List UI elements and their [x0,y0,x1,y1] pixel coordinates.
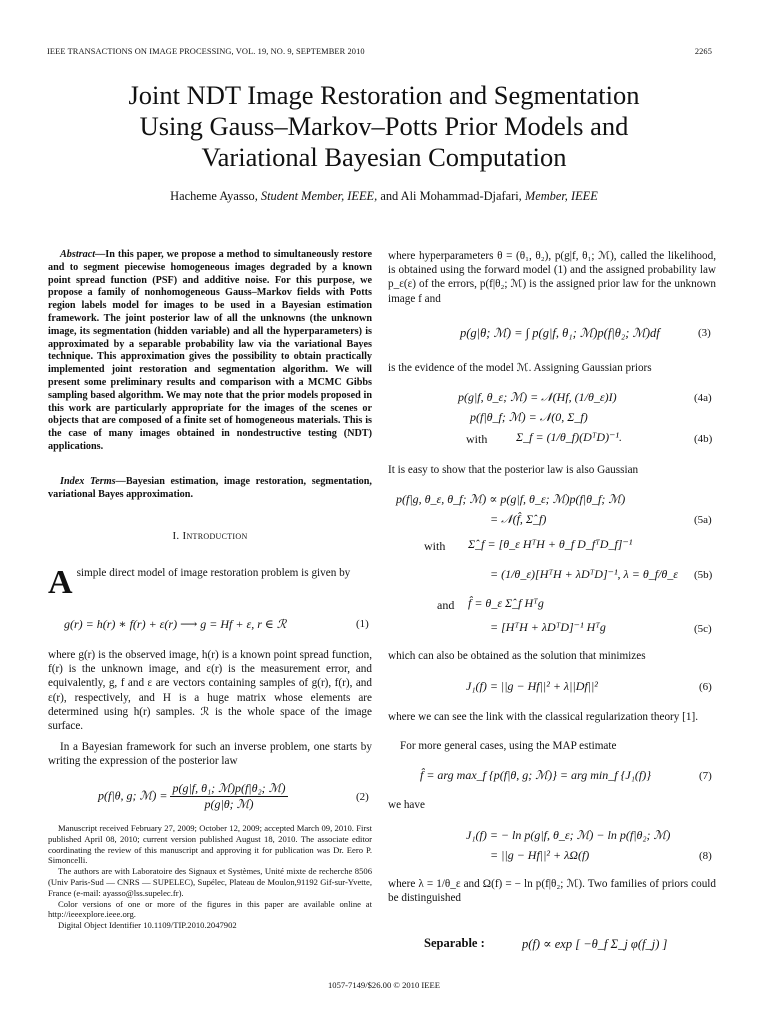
right-paragraph-7: we have [388,799,425,811]
abstract-text: In this paper, we propose a method to simultaneously restore and to segment piecewise homogeneous images degraded by a known point spread function (PSF) and additive noise. For this purpose, we propose a family of nonhomogeneous Gauss–Markov fields with Potts region labels model for images to be used in a Bayesian estimation framework. The joint posterior law of all the unknowns (the unknown image, its segmentation (hidden variable) and all the hyperparameters) is approximated by a separable probability law via the variational Bayes technique. This approximation gives the possibility to obtain practically implemented joint restoration and segmentation algorithm. We will present some preliminary results and comparison with a MCMC Gibbs sampling based algorithm. We may note that the prior models proposed in this work are particularly appropriate for the images of the scenes or objects that are composed of a finite set of homogeneous materials. This is the case of many images obtained in nondestructive testing (NDT) applications. [48,249,372,452]
equation-5c-line-2: = [HᵀH + λDᵀD]⁻¹ Hᵀg [490,620,606,634]
equation-4b-with: with [466,432,488,446]
equation-2-number: (2) [356,791,369,803]
equation-4a: p(g|f, θ_ε; ℳ) = 𝒩(Hf, (1/θ_ε)I) [458,390,617,404]
intro-first-text: simple direct model of image restoration problem is given by [76,567,351,579]
right-paragraph-6: For more general cases, using the MAP estimate [400,740,617,752]
equation-1: g(r) = h(r) ∗ f(r) + ε(r) ⟶ g = Hf + ε, r ∈ ℛ [64,617,287,631]
title-line-1: Joint NDT Image Restoration and Segmentation [128,80,640,110]
right-paragraph-8: where λ = 1/θ_ε and Ω(f) = − ln p(f|θ₂; ℳ). Two families of priors could be distinguished [388,878,716,905]
equation-4b-line-1: p(f|θ_f; ℳ) = 𝒩(0, Σ_f) [470,410,588,424]
equation-2-numerator: p(g|f, θ₁; ℳ)p(f|θ₂; ℳ) [172,781,286,795]
footnote-color: Color versions of one or more of the figures in this paper are available online at http://ieeexplore.ieee.org. [48,898,372,920]
author-2: Ali Mohammad-Djafari, [400,189,522,203]
author-line [40,189,728,204]
footnote [48,823,372,931]
equation-5a-line-1: p(f|g, θ_ε, θ_f; ℳ) ∝ p(g|f, θ_ε; ℳ)p(f|θ_f; ℳ) [396,492,626,506]
equation-5b-with: with [424,539,446,553]
right-paragraph-2: is the evidence of the model ℳ. Assigning Gaussian priors [388,362,652,374]
drop-cap: A [48,564,73,601]
section-number: I. [172,530,180,542]
title-line-2: Using Gauss–Markov–Potts Prior Models and [139,111,629,141]
section-heading [48,530,372,542]
equation-5b-line-1: Σ̂_f = [θ_ε HᵀH + θ_f D_fᵀD_f]⁻¹ [468,537,633,551]
right-paragraph-4: which can also be obtained as the solution that minimizes [388,650,646,662]
equation-5c-and: and [437,598,455,612]
equation-5b-line-2: = (1/θ_ε)[HᵀH + λDᵀD]⁻¹, λ = θ_f/θ_ε [490,567,679,581]
page-number: 2265 [694,47,712,56]
index-terms-lead: Index Terms— [60,476,126,487]
author-2-role: Member, IEEE [524,189,598,203]
equation-4b-number: (4b) [694,433,713,445]
equation-5a-line-2: = 𝒩(f̂, Σ̂_f) [490,512,547,526]
equation-2-fraction [170,781,287,812]
author-and: and [380,189,399,203]
separable-label: Separable : [424,936,485,950]
index-terms-text: Bayesian estimation, image restoration, segmentation, variational Bayes approximation. [48,476,372,500]
footnote-doi: Digital Object Identifier 10.1109/TIP.2010.2047902 [58,920,237,931]
author-1-role: Student Member, IEEE, [260,189,378,203]
right-paragraph-3: It is easy to show that the posterior law is also Gaussian [388,464,639,476]
equation-8-line-2: = ||g − Hf||² + λΩ(f) [490,848,590,862]
equation-3: p(g|θ; ℳ) = ∫ p(g|f, θ₁; ℳ)p(f|θ₂; ℳ)df [460,326,660,340]
equation-4b-line-2: Σ_f = (1/θ_f)(DᵀD)⁻¹. [516,430,623,444]
title-line-3: Variational Bayesian Computation [201,142,567,172]
equation-2 [98,781,288,812]
footnote-affiliation: The authors are with Laboratoire des Signaux et Systèmes, Unité mixte de recherche 8506 (Univ Paris-Sud — CNRS — SUPELEC), Supélec, Plateau de Moulon,91192 Gif-sur-Yvette, France (e-mail: ayasso@lss.supelec.fr). [48,866,372,898]
equation-8-number: (8) [699,850,712,862]
abstract-lead: Abstract— [60,249,106,260]
footnote-manuscript: Manuscript received February 27, 2009; October 12, 2009; accepted March 09, 2010. First published April 08, 2010; current version published August 18, 2010. The associate editor coordinating the review of this manuscript and approving it for publication was Dr. Eero P. Simoncelli. [48,823,372,866]
separable-equation: p(f) ∝ exp [ −θ_f Σ_j φ(f_j) ] [522,937,668,951]
equation-2-lhs: p(f|θ, g; ℳ) = [98,788,168,803]
abstract [48,249,372,454]
paper-title [40,80,728,173]
right-paragraph-5: where we can see the link with the classical regularization theory [1]. [388,711,699,723]
running-header: IEEE TRANSACTIONS ON IMAGE PROCESSING, VOL. 19, NO. 9, SEPTEMBER 2010 [47,47,365,56]
equation-7-number: (7) [699,770,712,782]
section-title: Introduction [182,530,248,542]
equation-3-number: (3) [698,327,711,339]
page-footer: 1057-7149/$26.00 © 2010 IEEE [327,980,441,990]
equation-4a-number: (4a) [694,392,712,404]
author-1: Hacheme Ayasso, [170,189,258,203]
right-paragraph-1: where hyperparameters θ = (θ₁, θ₂), p(g|f, θ₁; ℳ), called the likelihood, is obtained using the forward model (1) and the assigned probability law p_ε(ε) of the errors, p(f|θ₂; ℳ) is the assigned prior law for the unknown image f and [388,250,716,305]
equation-6: J₁(f) = ||g − Hf||² + λ||Df||² [466,679,598,693]
intro-paragraph-3: In a Bayesian framework for such an inverse problem, one starts by writing the expression of the posterior law [48,741,372,768]
equation-5c-number: (5c) [694,623,712,635]
index-terms [48,476,372,502]
equation-2-denominator: p(g|θ; ℳ) [204,797,254,811]
equation-5c-line-1: f̂ = θ_ε Σ̂_f Hᵀg [468,596,544,610]
equation-1-number: (1) [356,618,369,630]
intro-first-paragraph [48,564,372,601]
equation-8-line-1: J₁(f) = − ln p(g|f, θ_ε; ℳ) − ln p(f|θ₂; ℳ) [466,828,671,842]
equation-5b-number: (5b) [694,569,713,581]
intro-paragraph-2: where g(r) is the observed image, h(r) is a known point spread function, f(r) is the unknown image, and ε(r) is the measurement error, and equivalently, g, f and ε are vectors containing samples of g(r), f(r), and ε(r), respectively, and H is a huge matrix whose elements are determined using h(r) samples. ℛ is the whole space of the image surface. [48,649,372,733]
equation-7: f̂ = arg max_f {p(f|θ, g; ℳ)} = arg min_f {J₁(f)} [420,768,652,782]
equation-6-number: (6) [699,681,712,693]
equation-5a-number: (5a) [694,514,712,526]
